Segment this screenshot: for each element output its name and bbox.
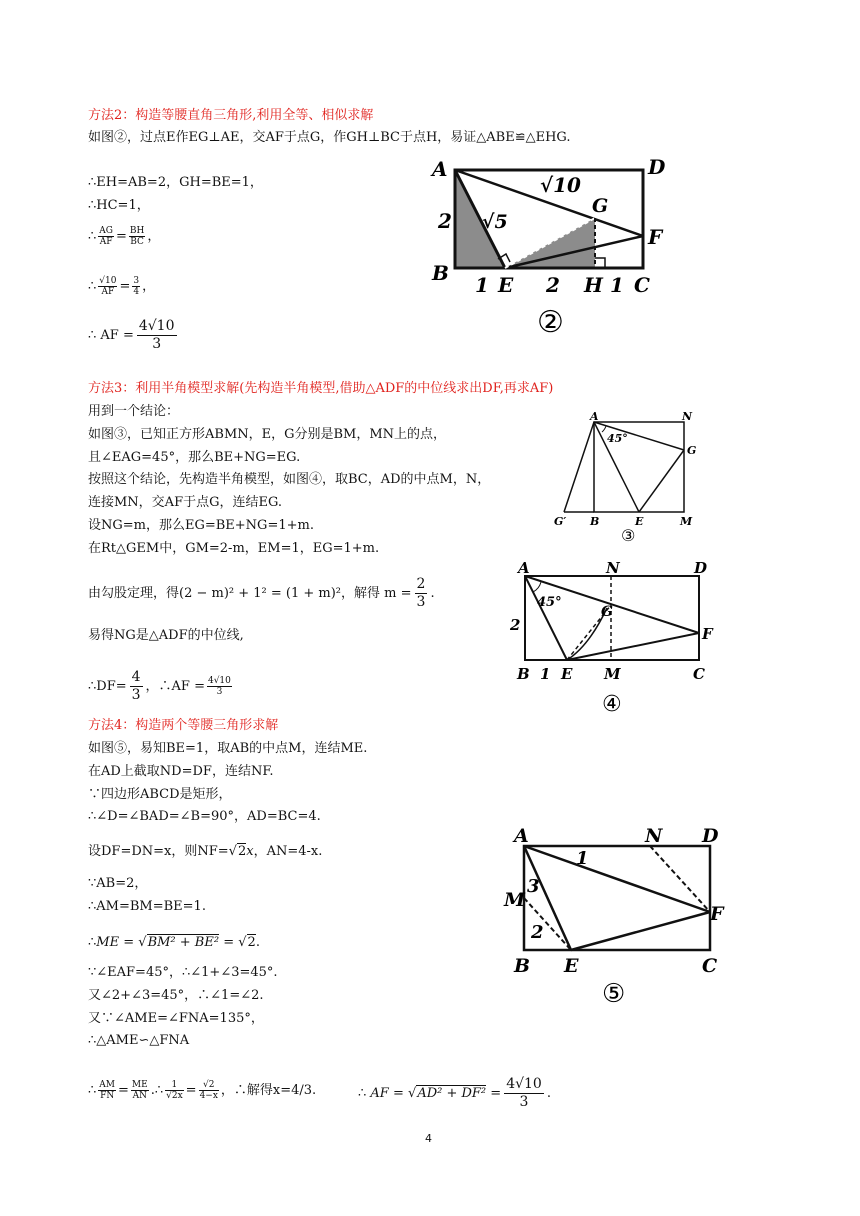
figure-2 (430, 150, 710, 345)
fig2-label-c: C (634, 273, 650, 297)
fig4-label-e: E (561, 665, 573, 683)
method4-line13: ∴ $\frac{AM}{FN}$ = $\frac{ME}{AN}$ .∴ $\frac{1}{√2x}$ = $\frac{√2}{4-x}$ ，∴解得x=4/3. (88, 1080, 317, 1101)
fig5-label-n: N (645, 825, 663, 847)
fig3-angle-arc (602, 426, 606, 432)
fig3-label-a: A (590, 410, 599, 423)
fig4-label-d: D (694, 559, 708, 577)
fig2-label-side2: 2 (438, 209, 452, 233)
method4-line14: ∴ AF = √AD² + DF² = $\frac{4√10}{3}$ . (358, 1076, 551, 1110)
figure-5 (498, 822, 733, 1007)
fig3-line-ag-prime (564, 422, 594, 512)
method3-line3: 且∠EAG=45°，那么BE+NG=EG. (88, 450, 301, 465)
method4-line3: ∵四边形ABCD是矩形， (88, 787, 232, 802)
method2-line1: ∴EH=AB=2，GH=BE=1， (88, 175, 263, 190)
method3-line9: 易得NG是△ADF的中位线, (88, 628, 244, 643)
fig2-label-sqrt10: √10 (540, 173, 581, 197)
fig3-line-eg (639, 450, 684, 512)
method4-line8: ∴ME = √BM² + BE² = √2. (88, 935, 260, 950)
fig3-caption: ③ (621, 526, 636, 545)
fig4-label-m: M (604, 665, 621, 683)
fig3-label-n: N (682, 410, 693, 423)
fig3-label-e: E (635, 515, 644, 528)
fig5-caption: ⑤ (602, 979, 626, 1009)
fig5-rectangle (524, 846, 710, 950)
method4-line2: 在AD上截取ND=DF，连结NF. (88, 764, 274, 779)
fig2-label-g: G (592, 195, 609, 217)
fig5-label-c: C (702, 955, 718, 977)
fig5-label-e: E (564, 955, 579, 977)
fig4-label-b: B (517, 665, 530, 683)
fig4-label-side2: 2 (510, 616, 521, 634)
fig3-label-angle: 45° (607, 432, 628, 445)
fig2-label-f: F (648, 225, 663, 249)
method4-line6: ∵AB=2， (88, 876, 148, 891)
fig4-caption: ④ (602, 692, 622, 717)
method4-line10: 又∠2+∠3=45°，∴∠1=∠2. (88, 988, 264, 1003)
method2-intro: 如图②，过点E作EG⊥AE，交AF于点G，作GH⊥BC于点H，易证△ABE≌△EHG. (88, 130, 571, 145)
fig3-label-m: M (680, 515, 693, 528)
fig4-line-ef (567, 633, 699, 660)
fig2-label-sqrt5: √5 (482, 211, 508, 233)
method4-line9: ∵∠EAF=45°，∴∠1+∠3=45°. (88, 965, 278, 980)
fig2-label-b1: 1 (475, 273, 489, 297)
method3-line7: 在Rt△GEM中，GM=2-m，EM=1，EG=1+m. (88, 541, 380, 556)
fig2-label-b: B (432, 261, 449, 285)
method3-line6: 设NG=m，那么EG=BE+NG=1+m. (88, 518, 314, 533)
method2-line4: ∴ $\frac{√10}{AF}$ = $\frac{3}{4}$ ， (88, 276, 156, 297)
fig4-label-g: G (601, 604, 613, 620)
method2-line2: ∴HC=1， (88, 198, 150, 213)
fig5-label-f: F (710, 903, 724, 925)
method4-line11: 又∵∠AME=∠FNA=135°， (88, 1011, 264, 1026)
fig5-label-m: M (504, 889, 526, 911)
fig5-label-d: D (702, 825, 719, 847)
fig5-label-b: B (514, 955, 531, 977)
fig2-label-d: D (648, 155, 666, 179)
fig4-label-n: N (606, 559, 620, 577)
method3-line2: 如图③，已知正方形ABMN，E，G分别是BM，MN上的点， (88, 427, 447, 442)
method4-line5: 设DF=DN=x，则NF=√2x，AN=4-x. (88, 844, 323, 859)
method3-line8: 由勾股定理，得(2 − m)² + 1² = (1 + m)²，解得 m = $\frac{2}{3}$ . (88, 576, 435, 610)
figure-3 (550, 408, 710, 543)
fig5-label-angle1: 1 (576, 848, 589, 869)
method4-line7: ∴AM=BM=BE=1. (88, 899, 206, 914)
method2-line3: ∴ $\frac{AG}{AF}$ = $\frac{BH}{BC}$ ， (88, 226, 161, 247)
fig4-angle-arc (533, 582, 541, 592)
fig5-label-a: A (514, 825, 529, 847)
method4-title: 方法4：构造两个等腰三角形求解 (88, 718, 279, 733)
fig2-label-a: A (432, 157, 448, 181)
fig2-label-e: E (498, 273, 514, 297)
fig3-label-g: G (687, 444, 697, 457)
fig4-label-angle: 45° (537, 595, 562, 610)
method4-line4: ∴∠D=∠BAD=∠B=90°，AD=BC=4. (88, 809, 321, 824)
method3-line1: 用到一个结论： (88, 404, 180, 419)
fig4-label-f: F (702, 625, 713, 643)
method2-title: 方法2：构造等腰直角三角形,利用全等、相似求解 (88, 108, 374, 123)
fig4-label-b1: 1 (540, 665, 551, 683)
fig5-label-angle2: 2 (531, 922, 544, 943)
fig5-line-ef (571, 912, 710, 950)
fig2-label-h: H (584, 273, 603, 297)
fig2-label-b3: 1 (610, 273, 624, 297)
fig5-line-af (524, 846, 710, 912)
fig5-label-angle3: 3 (527, 876, 540, 897)
method2-line5: ∴ AF = $\frac{4√10}{3}$ (88, 318, 175, 352)
fig2-label-b2: 2 (546, 273, 560, 297)
method4-line12: ∴△AME∽△FNA (88, 1033, 190, 1048)
fig3-label-b: B (590, 515, 600, 528)
method4-line1: 如图⑤，易知BE=1，取AB的中点M，连结ME. (88, 741, 368, 756)
method3-line5: 连接MN，交AF于点G，连结EG. (88, 495, 283, 510)
method3-title: 方法3：利用半角模型求解(先构造半角模型,借助△ADF的中位线求出DF,再求AF) (88, 381, 554, 396)
method3-line10: ∴DF= $\frac{4}{3}$ ，∴AF = $\frac{4√10}{3}$ (88, 669, 231, 703)
method3-line4: 按照这个结论，先构造半角模型，如图④，取BC，AD的中点M，N， (88, 472, 491, 487)
figure-4 (505, 558, 715, 718)
fig4-label-c: C (693, 665, 705, 683)
page-number: 4 (425, 1132, 432, 1145)
fig2-caption: ② (537, 305, 564, 340)
fig3-label-g-prime: G′ (554, 515, 567, 528)
fig4-label-a: A (518, 559, 530, 577)
